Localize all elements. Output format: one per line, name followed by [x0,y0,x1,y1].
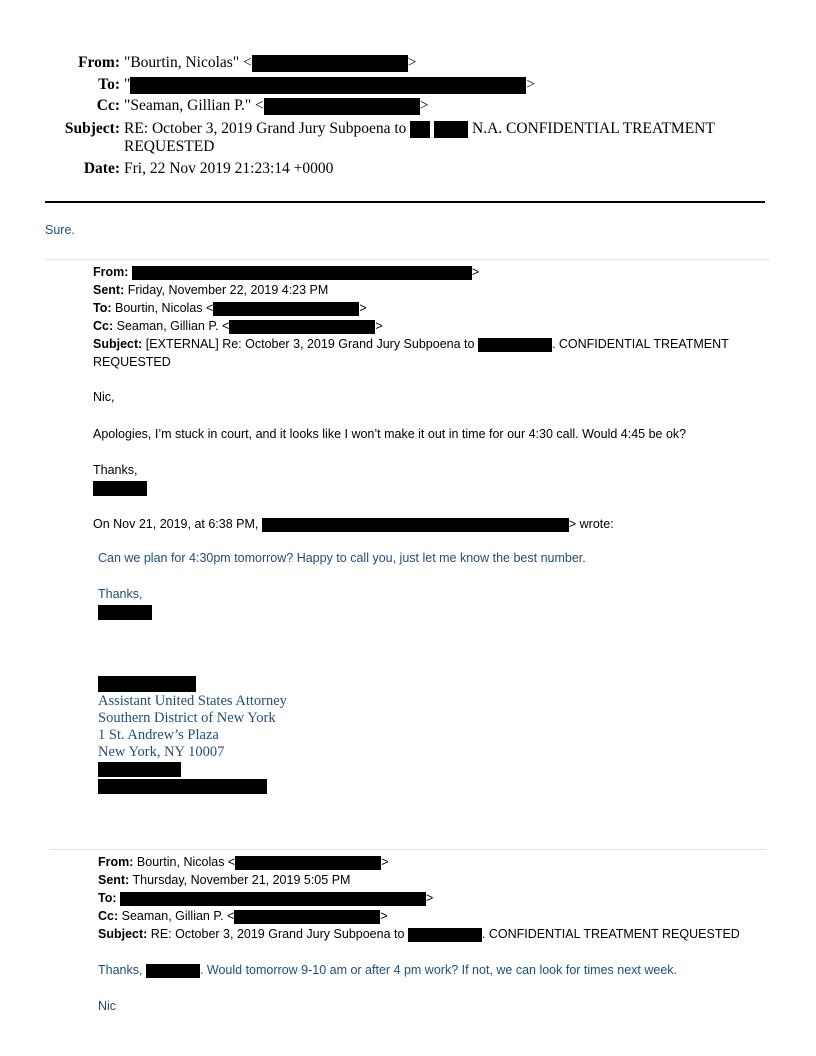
header-divider [45,201,765,203]
msg1-greeting: Nic, [93,390,115,404]
msg1-on-date-line: On Nov 21, 2019, at 6:38 PM, > wrote: [93,517,614,531]
msg1-closing: Thanks, [93,463,138,477]
redaction-block [132,266,472,280]
redaction-block [98,676,196,692]
redaction-block [130,77,526,94]
redaction-block [120,892,426,906]
header-date-label: Date: [83,160,120,177]
redaction-block [229,320,375,334]
redaction-block [410,121,430,138]
signature-office: Southern District of New York [98,710,276,726]
redaction-block [98,605,152,620]
msg2-subject-row: Subject: RE: October 3, 2019 Grand Jury Subpoena to . CONFIDENTIAL TREATMENT REQUESTED [98,927,740,941]
redaction-block [98,762,181,777]
redaction-block [478,338,552,352]
signature-address-2: New York, NY 10007 [98,744,225,760]
msg1-sent-value: Friday, November 22, 2019 4:23 PM [127,283,329,297]
header-to-label: To: [98,76,120,93]
msg1-subject-line2: REQUESTED [93,355,171,369]
header-from-label: From: [78,54,120,71]
redaction-block [408,928,482,942]
redaction-block [213,302,359,316]
redaction-block [146,964,200,978]
redaction-block [235,856,381,870]
msg1-subject-row: Subject: [EXTERNAL] Re: October 3, 2019 Grand Jury Subpoena to . CONFIDENTIAL TREATMENT [93,337,729,351]
msg2-signoff: Nic [98,999,117,1013]
header-subject-value-line2: REQUESTED [124,138,215,155]
header-subject-label: Subject: [64,120,120,137]
msg1-to-row: To: Bourtin, Nicolas < > [93,301,367,315]
reply-body: Sure. [45,223,75,237]
header-to-value: " > [124,76,536,93]
message-separator [50,849,766,850]
redaction-block [98,779,267,794]
msg2-cc-row: Cc: Seaman, Gillian P. < > [98,909,388,923]
quoted1-closing: Thanks, [98,587,143,601]
msg2-to-row: To: > [98,891,434,905]
msg1-body: Apologies, I’m stuck in court, and it looks like I won’t make it out in time for our 4:30 call. Would 4:45 be ok? [93,427,687,441]
msg1-sent-row: Sent: Friday, November 22, 2019 4:23 PM [93,283,329,297]
msg1-cc-row: Cc: Seaman, Gillian P. < > [93,319,383,333]
signature-address-1: 1 St. Andrew’s Plaza [98,727,219,743]
msg2-sent-row: Sent: Thursday, November 21, 2019 5:05 PM [98,873,351,887]
header-from-value: "Bourtin, Nicolas" < > [124,54,417,71]
header-date-value: Fri, 22 Nov 2019 21:23:14 +0000 [124,160,334,177]
header-cc-value: "Seaman, Gillian P." < > [124,97,429,114]
header-cc-label: Cc: [96,97,120,114]
msg2-sent-value: Thursday, November 21, 2019 5:05 PM [132,873,351,887]
redaction-block [262,518,569,532]
msg2-body: Thanks, . Would tomorrow 9-10 am or after 4 pm work? If not, we can look for times next week. [98,963,677,977]
signature-title: Assistant United States Attorney [98,693,287,709]
redaction-block [234,910,380,924]
redaction-block [264,98,420,115]
quoted1-body: Can we plan for 4:30pm tomorrow? Happy to call you, just let me know the best number. [98,551,586,565]
redaction-block [252,55,408,72]
redaction-block [434,121,468,138]
msg2-from-row: From: Bourtin, Nicolas < > [98,855,389,869]
header-subject-value: RE: October 3, 2019 Grand Jury Subpoena to N.A. CONFIDENTIAL TREATMENT [124,120,715,137]
msg1-from-row: From: > [93,265,480,279]
redaction-block [93,481,147,496]
message-separator [45,259,770,260]
